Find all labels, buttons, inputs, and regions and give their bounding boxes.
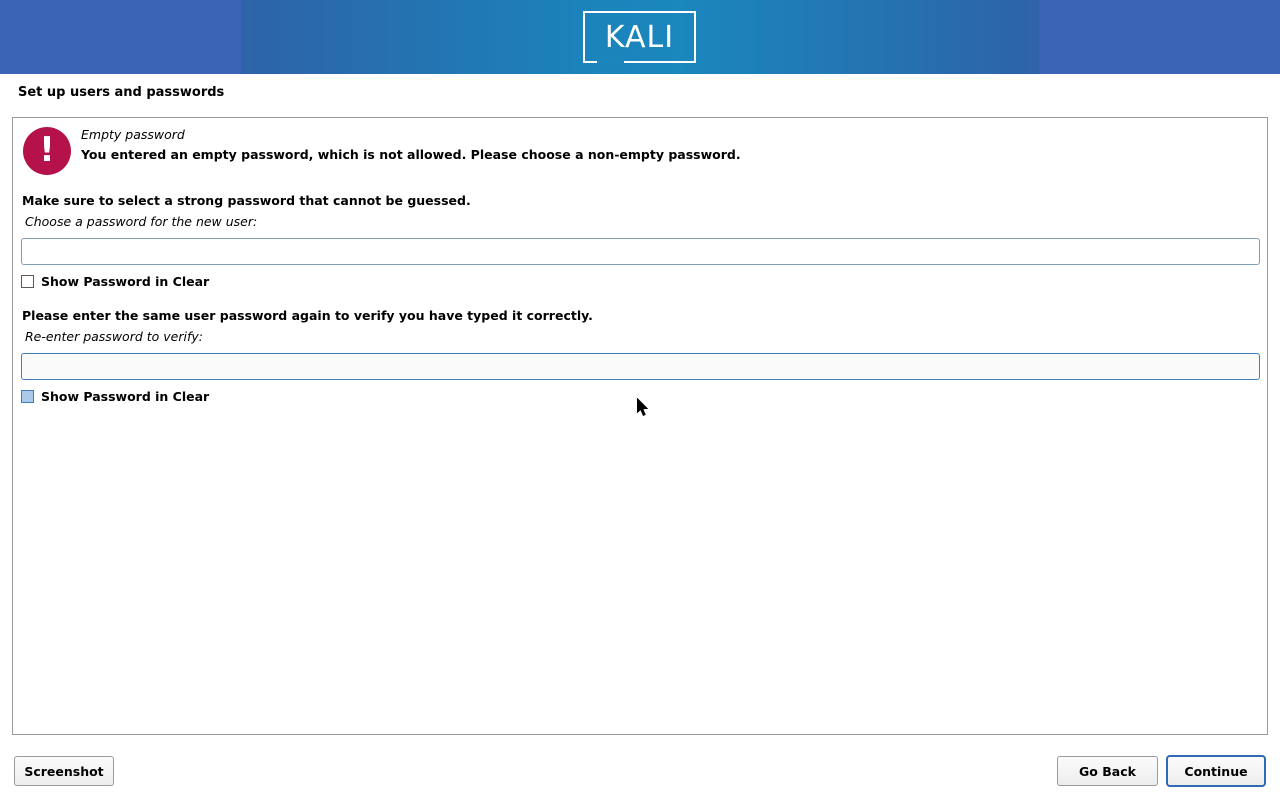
error-message: You entered an empty password, which is not allowed. Please choose a non-empty password. [81,147,741,162]
password-field-label: Choose a password for the new user: [25,214,258,229]
content-frame [12,117,1268,735]
banner-left-block [0,0,241,74]
banner-right-block [1039,0,1280,74]
exclamation-icon [23,127,71,175]
kali-logo: KALI [583,11,696,63]
show-password-1-label: Show Password in Clear [41,274,210,289]
password-input[interactable] [21,238,1260,265]
verify-instruction: Please enter the same user password again to verify you have typed it correctly. [22,308,593,323]
error-title: Empty password [81,127,185,142]
verify-field-label: Re-enter password to verify: [25,329,203,344]
page-title: Set up users and passwords [18,85,225,100]
kali-logo-notch [597,61,624,65]
continue-button[interactable]: Continue [1166,755,1266,787]
show-password-1-checkbox[interactable] [21,275,34,288]
exclamation-symbol: ! [39,130,55,170]
show-password-2-row[interactable] [21,389,209,404]
show-password-1-row[interactable] [21,274,209,289]
go-back-button[interactable]: Go Back [1057,756,1158,786]
screenshot-button[interactable]: Screenshot [14,756,114,786]
verify-password-input[interactable] [21,353,1260,380]
show-password-2-label: Show Password in Clear [41,389,210,404]
show-password-2-checkbox[interactable] [21,390,34,403]
kali-banner [0,0,1280,74]
password-strength-hint: Make sure to select a strong password that cannot be guessed. [22,193,471,208]
